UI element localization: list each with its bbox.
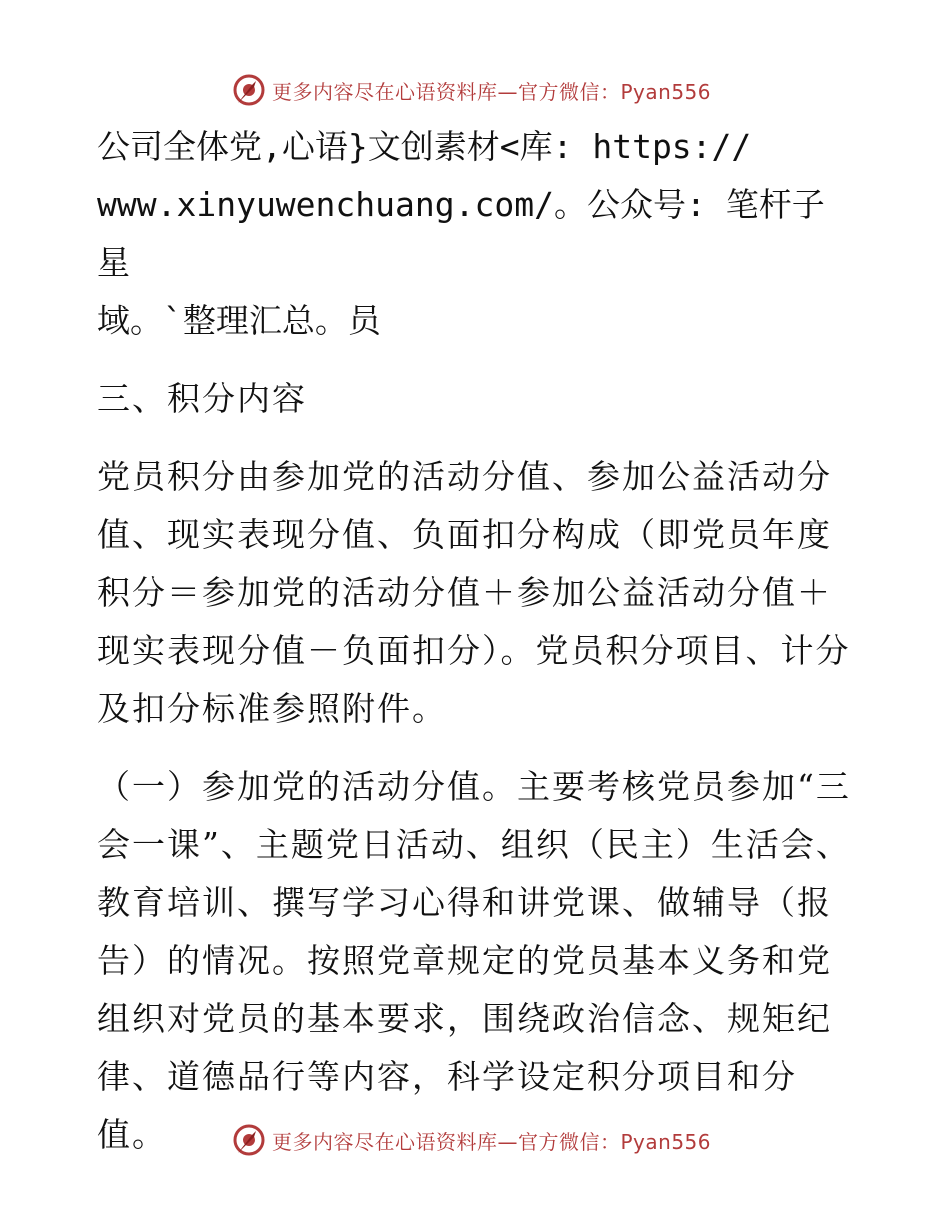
header-watermark-banner [232, 70, 711, 110]
section-heading: 三、积分内容 [97, 379, 307, 418]
score-composition-paragraph: 党员积分由参加党的活动分值、参加公益活动分值、现实表现分值、负面扣分构成（即党员年度积分＝参加党的活动分值＋参加公益活动分值＋现实表现分值－负面扣分）。党员积分项目、计分及扣分标准参照附件。 [97, 457, 851, 728]
document-body [97, 118, 857, 1164]
quill-logo-icon [232, 1123, 266, 1157]
intro-line: 公司全体党,心语}文创素材<库: https:// [97, 127, 752, 166]
footer-watermark-banner [232, 1120, 711, 1160]
intro-line: 域。`整理汇总。员 [97, 301, 381, 340]
intro-line: www.xinyuwenchuang.com/。公众号: 笔杆子星 [97, 185, 825, 282]
banner-text: 更多内容尽在心语资料库—官方微信：Pyan556 [272, 1129, 712, 1154]
intro-paragraph [97, 118, 857, 350]
quill-logo-icon [232, 73, 266, 107]
banner-text: 更多内容尽在心语资料库—官方微信：Pyan556 [272, 79, 712, 104]
party-activity-paragraph: （一）参加党的活动分值。主要考核党员参加“三会一课”、主题党日活动、组织（民主）生活会、教育培训、撰写学习心得和讲党课、做辅导（报告）的情况。按照党章规定的党员基本义务和党组织对党员的基本要求，围绕政治信念、规矩纪律、道德品行等内容，科学设定积分项目和分值。 [97, 767, 851, 1154]
